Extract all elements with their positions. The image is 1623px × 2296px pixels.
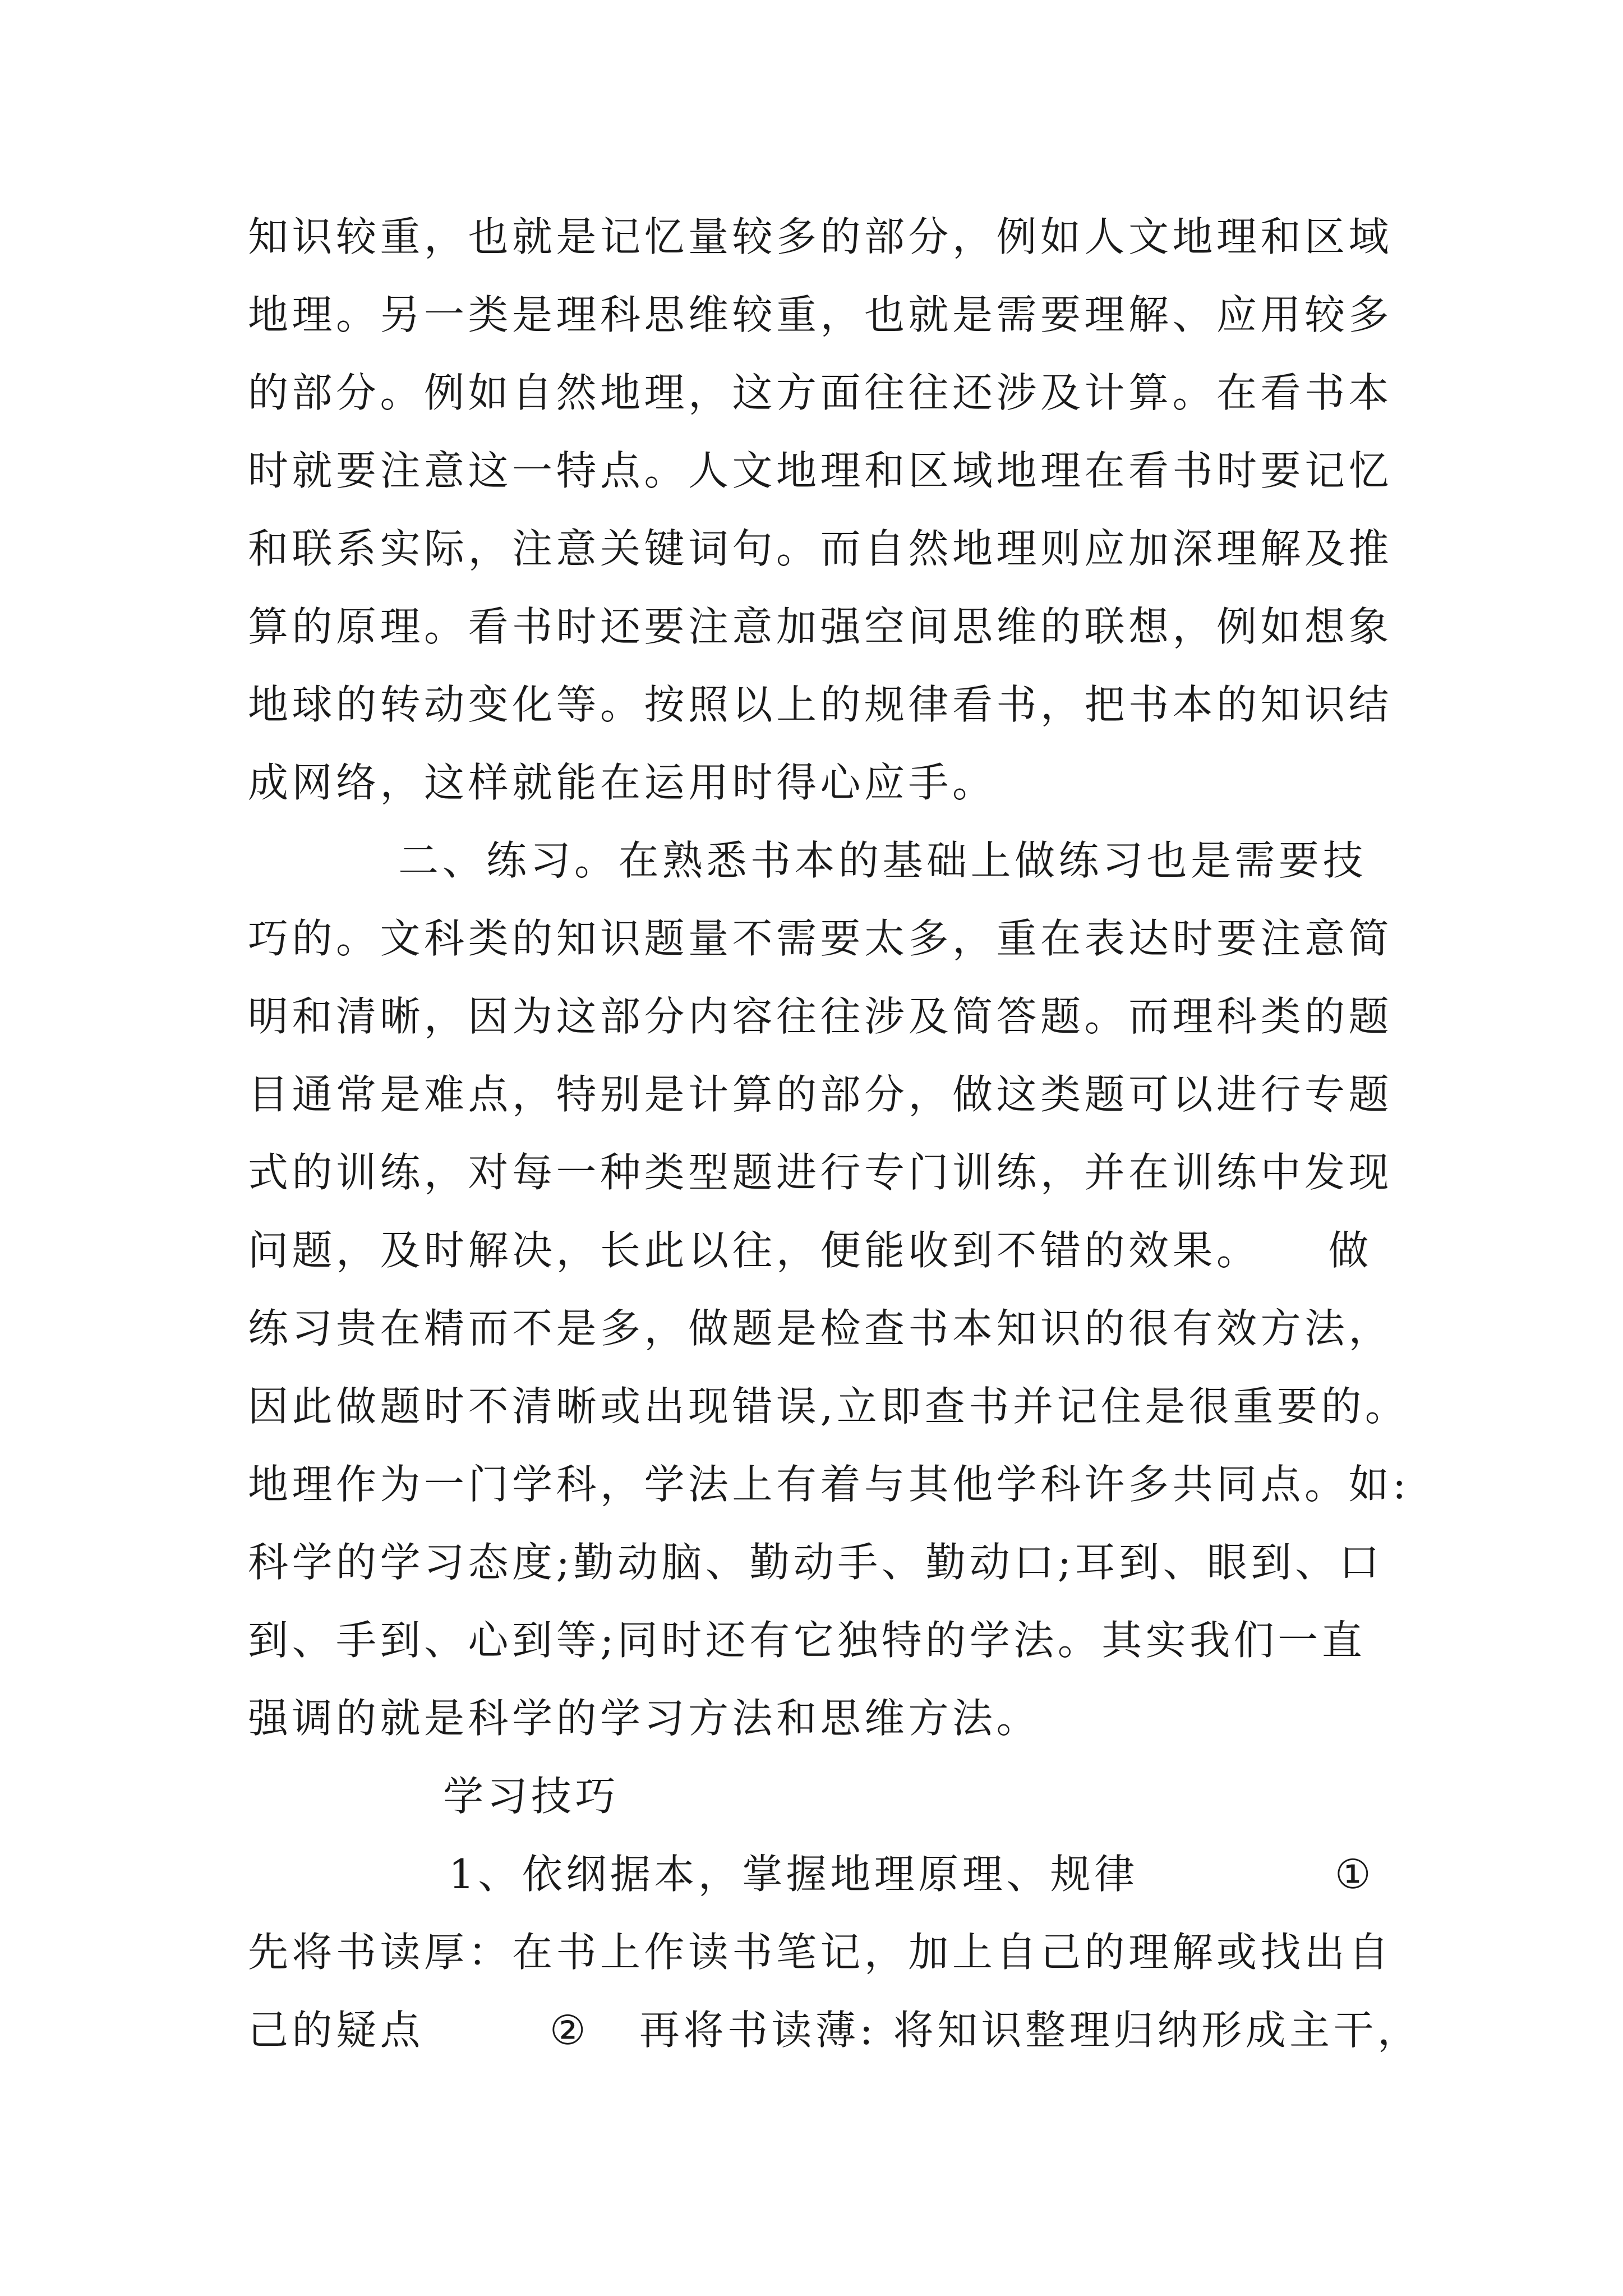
body-text-line: 知识较重，也就是记忆量较多的部分，例如人文地理和区域 — [248, 213, 1393, 260]
list-item-heading: 1、依纲据本，掌握地理原理、规律 — [449, 1851, 1138, 1898]
body-text-line: 地球的转动变化等。按照以上的规律看书，把书本的知识结 — [248, 681, 1393, 728]
body-text-line: 时就要注意这一特点。人文地理和区域地理在看书时要记忆 — [248, 447, 1393, 494]
body-text-line: 成网络，这样就能在运用时得心应手。 — [248, 759, 997, 806]
list-marker-circled-2: ② — [550, 2007, 590, 2054]
body-text-line: 强调的就是科学的学习方法和思维方法。 — [248, 1695, 1041, 1742]
body-text-line: 巧的。文科类的知识题量不需要太多，重在表达时要注意简 — [248, 915, 1393, 962]
body-text-line: 算的原理。看书时还要注意加强空间思维的联想，例如想象 — [248, 603, 1393, 650]
body-text-line: 明和清晰，因为这部分内容往往涉及简答题。而理科类的题 — [248, 993, 1393, 1040]
list-marker-circled-1: ① — [1335, 1851, 1375, 1898]
body-text-line: 式的训练，对每一种类型题进行专门训练，并在训练中发现 — [248, 1149, 1393, 1196]
body-text-line: 科学的学习态度;勤动脑、勤动手、勤动口;耳到、眼到、口 — [248, 1539, 1384, 1586]
body-text-line: 己的疑点 — [248, 2007, 425, 2054]
body-text-line: 地理。另一类是理科思维较重，也就是需要理解、应用较多 — [248, 291, 1393, 338]
body-text-line: 先将书读厚：在书上作读书笔记，加上自己的理解或找出自 — [248, 1929, 1393, 1976]
body-text-line: 的部分。例如自然地理，这方面往往还涉及计算。在看书本 — [248, 369, 1393, 416]
body-text-line: 因此做题时不清晰或出现错误,立即查书并记住是很重要的。 — [248, 1383, 1409, 1430]
body-text-line: 再将书读薄: 将知识整理归纳形成主干， — [639, 2007, 1422, 2054]
body-text-line: 练习贵在精而不是多，做题是检查书本知识的很有效方法， — [248, 1305, 1393, 1352]
body-text-line: 和联系实际，注意关键词句。而自然地理则应加深理解及推 — [248, 525, 1393, 572]
body-text-line: 问题，及时解决，长此以往，便能收到不错的效果。 做 — [248, 1227, 1373, 1274]
body-text-line: 到、手到、心到等;同时还有它独特的学法。其实我们一直 — [248, 1617, 1366, 1664]
body-text-line: 目通常是难点，特别是计算的部分，做这类题可以进行专题 — [248, 1071, 1393, 1118]
section-heading-practice: 二、练习。在熟悉书本的基础上做练习也是需要技 — [398, 837, 1367, 884]
section-heading-study-tips: 学习技巧 — [443, 1773, 620, 1820]
body-text-line: 地理作为一门学科，学法上有着与其他学科许多共同点。如: — [248, 1461, 1410, 1508]
